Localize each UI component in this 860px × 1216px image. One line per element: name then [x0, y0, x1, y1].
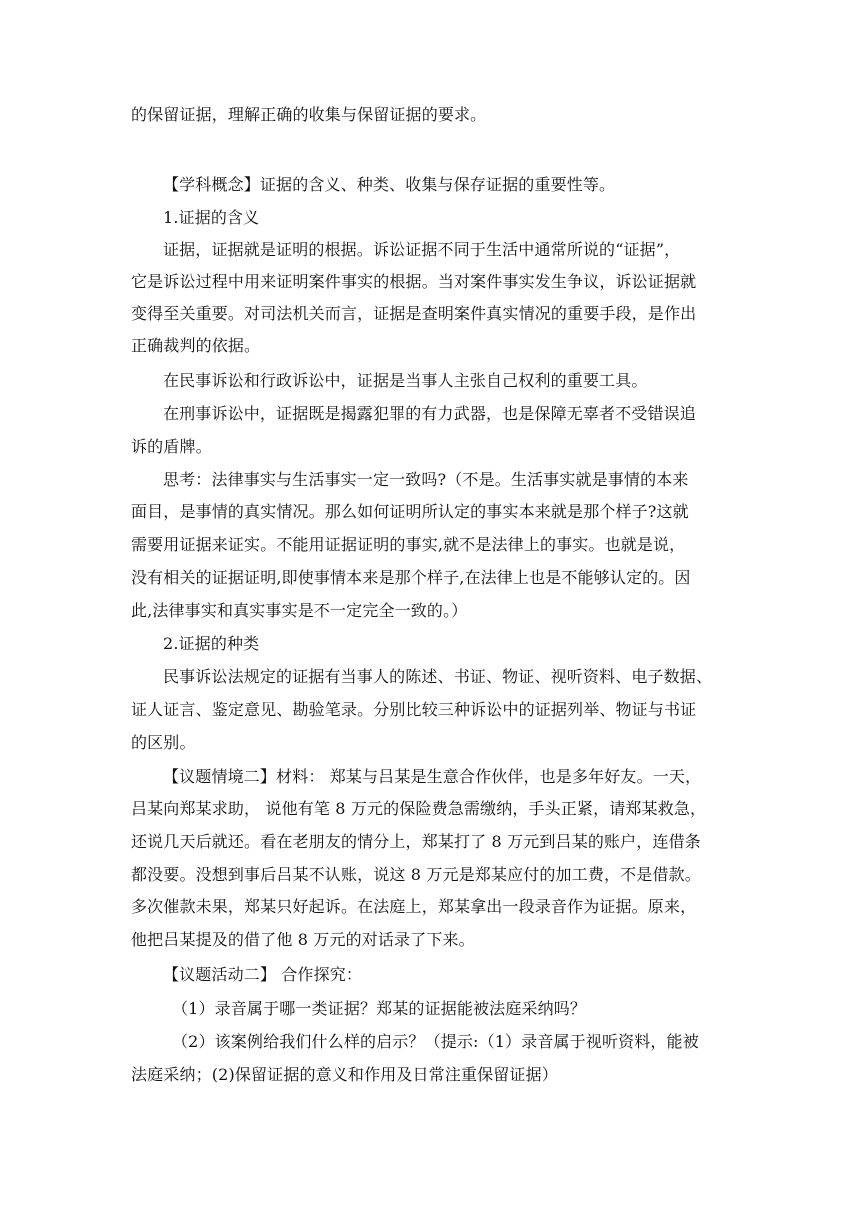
text-line: 多次催款未果，郑某只好起诉。在法庭上，郑某拿出一段录音作为证据。原来， [131, 897, 697, 916]
text-line: 它是诉讼过程中用来证明案件事实的根据。当对案件事实发生争议，诉讼证据就 [131, 272, 697, 291]
text-line: 法庭采纳；(2)保留证据的意义和作用及日常注重保留证据） [131, 1065, 558, 1084]
section-heading: 【学科概念】证据的含义、种类、收集与保存证据的重要性等。 [163, 175, 616, 194]
text-line: 吕某向郑某求助， 说他有笔 8 万元的保险费急需缴纳，手头正紧，请郑某救急， [131, 799, 707, 818]
text-line: 在刑事诉讼中，证据既是揭露犯罪的有力武器，也是保障无辜者不受错误追 [163, 404, 696, 423]
text-line: 没有相关的证据证明,即使事情本来是那个样子,在法律上也是不能够认定的。因 [131, 568, 691, 587]
text-line: 在民事诉讼和行政诉讼中，证据是当事人主张自己权利的重要工具。 [163, 371, 648, 390]
text-line: 他把吕某提及的借了他 8 万元的对话录了下来。 [131, 930, 475, 949]
text-line: 需要用证据来证实。不能用证据证明的事实,就不是法律上的事实。也就是说， [131, 535, 686, 554]
text-line: 民事诉讼法规定的证据有当事人的陈述、书证、物证、视听资料、电子数据、 [163, 667, 713, 686]
text-line: 变得至关重要。对司法机关而言，证据是查明案件真实情况的重要手段，是作出 [131, 304, 697, 323]
text-line: 面目，是事情的真实情况。那么如何证明所认定的事实本来就是那个样子?这就 [131, 502, 689, 521]
text-line: 正确裁判的依据。 [131, 336, 261, 355]
text-line: 都没要。没想到事后吕某不认账，说这 8 万元是郑某应付的加工费，不是借款。 [131, 865, 701, 884]
subheading: 1.证据的含义 [163, 208, 260, 227]
question-item: （2）该案例给我们什么样的启示？（提示:（1）录音属于视听资料，能被 [172, 1032, 699, 1051]
text-line: 此,法律事实和真实事实是不一定完全一致的。） [131, 601, 468, 620]
text-line: 诉的盾牌。 [131, 437, 212, 456]
text-line: 证据，证据就是证明的根据。诉讼证据不同于生活中通常所说的“证据”， [163, 240, 681, 259]
text-line: 的保留证据，理解正确的收集与保留证据的要求。 [131, 105, 487, 124]
text-line: 思考：法律事实与生活事实一定一致吗?（不是。生活事实就是事情的本来 [163, 470, 689, 489]
text-line: 证人证言、鉴定意见、勘验笔录。分别比较三种诉讼中的证据列举、物证与书证 [131, 700, 697, 719]
text-line: 还说几天后就还。看在老朋友的情分上，郑某打了 8 万元到吕某的账户，连借条 [131, 832, 701, 851]
question-item: （1）录音属于哪一类证据？郑某的证据能被法庭采纳吗？ [172, 999, 587, 1018]
text-line: 的区别。 [131, 733, 196, 752]
section-heading: 【议题活动二】 合作探究： [163, 965, 363, 984]
subheading: 2.证据的种类 [163, 634, 260, 653]
section-heading: 【议题情境二】材料： 郑某与吕某是生意合作伙伴，也是多年好友。一天， [163, 767, 702, 786]
